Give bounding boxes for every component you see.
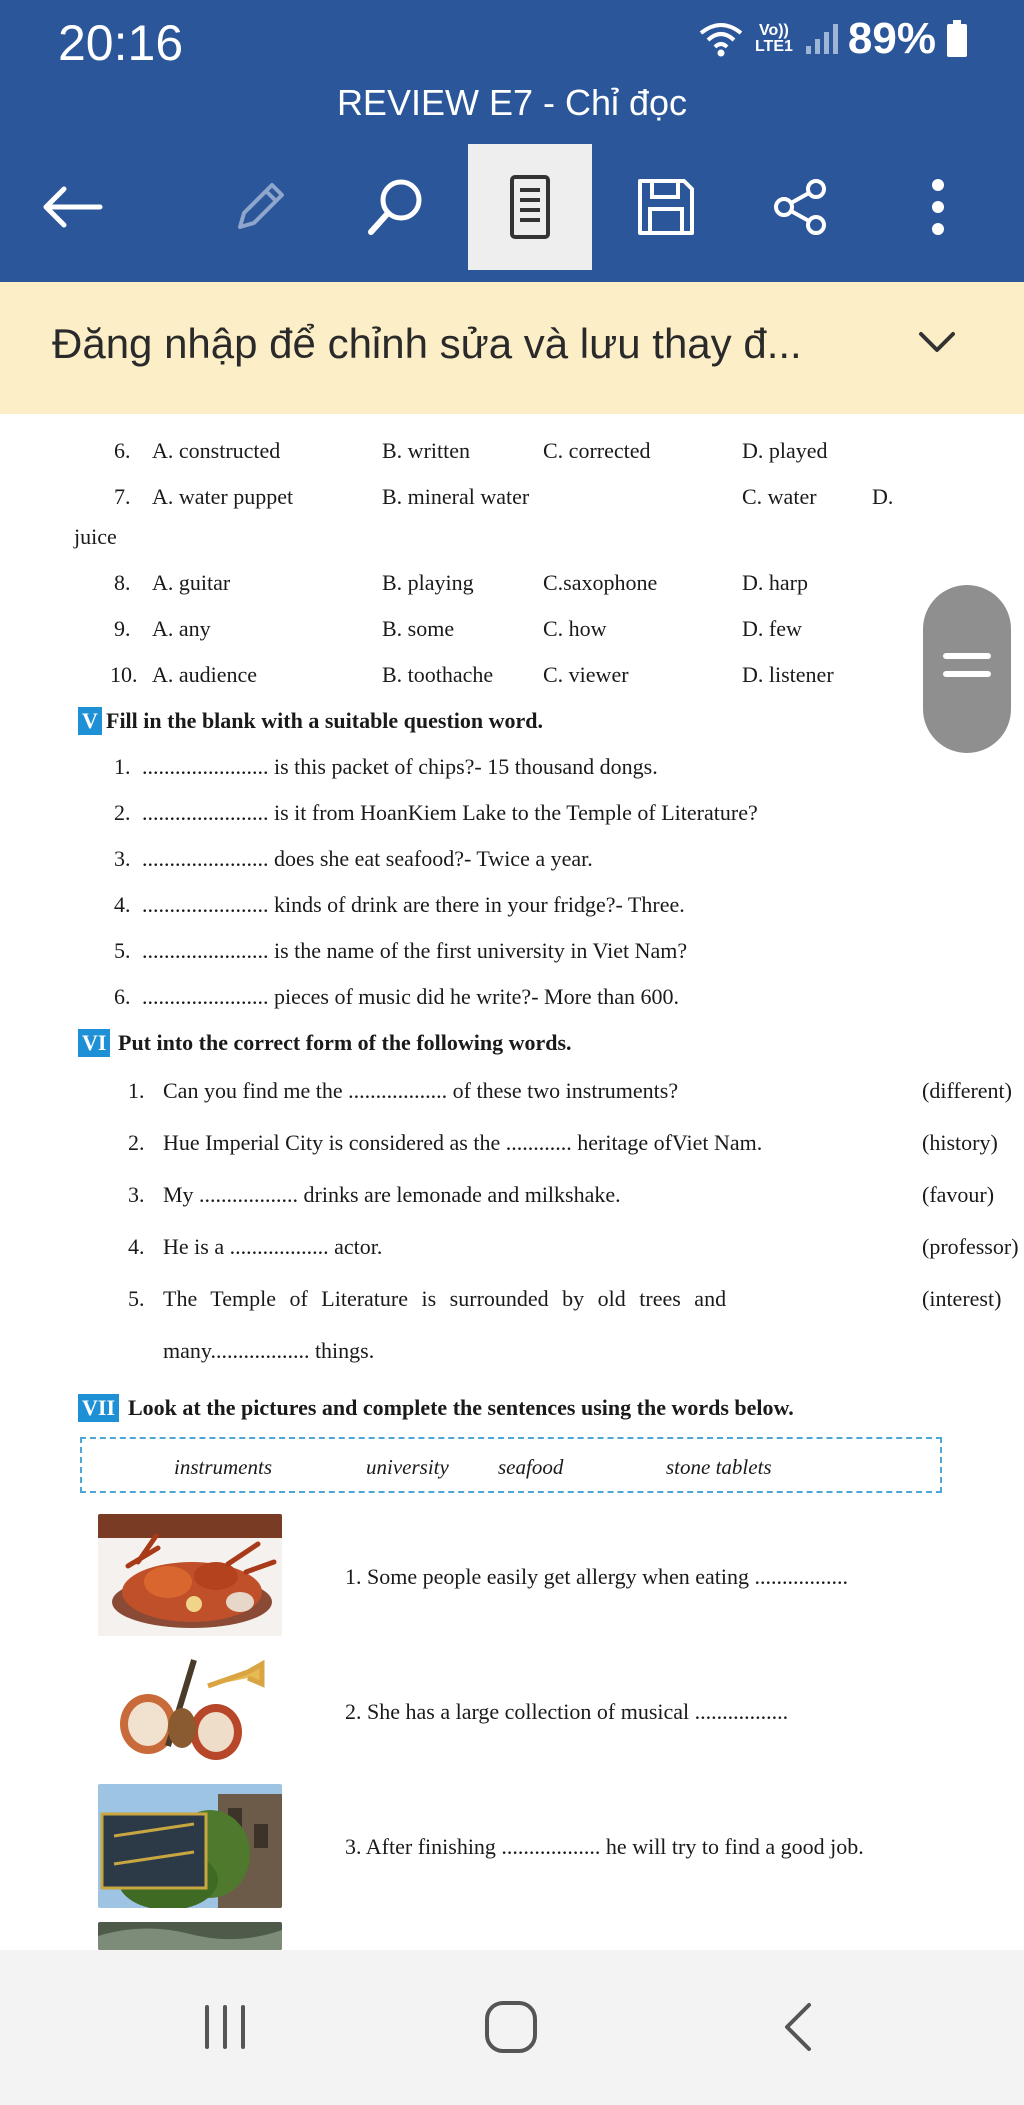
signin-banner[interactable] xyxy=(0,282,1024,414)
recent-apps-button[interactable] xyxy=(180,1992,270,2062)
more-options-button[interactable] xyxy=(876,144,1000,270)
home-button[interactable] xyxy=(466,1992,556,2062)
word-form-item: Hue Imperial City is considered as the ............ heritage ofViet Nam. xyxy=(163,1130,763,1155)
battery-percent: 89% xyxy=(847,14,936,63)
back-arrow-icon xyxy=(40,185,104,229)
save-icon xyxy=(636,177,696,237)
word-form-number: 3. xyxy=(128,1182,145,1207)
stone-tablets-image xyxy=(98,1922,282,1950)
mcq-option-d: D. few xyxy=(742,616,802,641)
share-button[interactable] xyxy=(738,144,862,270)
fill-blank-number: 3. xyxy=(114,846,131,871)
save-button[interactable] xyxy=(604,144,728,270)
fill-blank-item: ....................... is this packet of chips?- 15 thousand dongs. xyxy=(142,754,658,779)
fill-blank-number: 4. xyxy=(114,892,131,917)
mcq-number: 7. xyxy=(114,484,131,509)
picture-sentence: 3. After finishing .................. he will try to find a good job. xyxy=(345,1834,864,1859)
toolbar xyxy=(0,144,1024,272)
mcq-option-c: C. water xyxy=(742,484,817,509)
mcq-option-b: B. mineral water xyxy=(382,484,530,509)
signin-banner-text: Đăng nhập để chỉnh sửa và lưu thay đ... xyxy=(52,320,802,367)
word-form-number: 5. xyxy=(128,1286,145,1311)
word-box-item: stone tablets xyxy=(666,1455,772,1479)
word-form-item: He is a .................. actor. xyxy=(163,1234,383,1259)
mcq-option-c: C. viewer xyxy=(543,662,629,687)
fill-blank-item: ....................... kinds of drink are there in your fridge?- Three. xyxy=(142,892,685,917)
word-form-hint: (professor) xyxy=(922,1234,1019,1259)
fill-blank-number: 1. xyxy=(114,754,131,779)
mcq-option-d: D. listener xyxy=(742,662,834,687)
network-label: Vo)) LTE1 xyxy=(754,22,793,55)
university-sign-image xyxy=(98,1784,282,1908)
chevron-down-icon[interactable] xyxy=(918,330,956,354)
signal-icon xyxy=(804,22,838,56)
recent-apps-icon xyxy=(201,2003,249,2051)
fill-blank-number: 2. xyxy=(114,800,131,825)
nav-back-button[interactable] xyxy=(752,1992,842,2062)
more-vertical-icon xyxy=(928,177,948,237)
mcq-option-a: A. audience xyxy=(152,662,258,687)
status-time: 20:16 xyxy=(58,15,184,71)
musical-instruments-image xyxy=(98,1650,282,1768)
picture-sentence: 1. Some people easily get allergy when eating ................. xyxy=(345,1564,849,1589)
status-indicators xyxy=(698,14,968,64)
mcq-option-a: A. any xyxy=(152,616,211,641)
mcq-number: 6. xyxy=(114,438,131,463)
mcq-option-b: B. toothache xyxy=(382,662,494,687)
mcq-number: 9. xyxy=(114,616,131,641)
mcq-number: 8. xyxy=(114,570,131,595)
word-form-item: Can you find me the .................. of these two instruments? xyxy=(163,1078,679,1103)
scroll-handle-line xyxy=(943,671,991,677)
word-form-hint: (interest) xyxy=(922,1286,1002,1311)
mcq-option-a: A. guitar xyxy=(152,570,231,595)
word-form-hint: (different) xyxy=(922,1078,1012,1103)
system-nav-bar xyxy=(0,1950,1024,2105)
mcq-option-b: B. written xyxy=(382,438,470,463)
word-form-hint: (history) xyxy=(922,1130,998,1155)
fill-blank-number: 6. xyxy=(114,984,131,1009)
search-button[interactable] xyxy=(334,144,458,270)
section-v-title: Fill in the blank with a suitable question word. xyxy=(106,708,544,733)
mcq-option-c: C.saxophone xyxy=(543,570,658,595)
reading-view-button[interactable] xyxy=(468,144,592,270)
share-icon xyxy=(770,177,830,237)
mcq-option-d: D. xyxy=(872,484,894,509)
word-box-item: university xyxy=(366,1455,449,1479)
battery-icon xyxy=(946,20,968,58)
fill-blank-number: 5. xyxy=(114,938,131,963)
mcq-option-c: C. how xyxy=(543,616,607,641)
word-form-item: The Temple of Literature is surrounded by old trees and xyxy=(163,1286,727,1311)
word-form-number: 1. xyxy=(128,1078,145,1103)
document-title: REVIEW E7 - Chỉ đọc xyxy=(336,82,688,123)
reading-view-icon xyxy=(508,174,552,240)
mcq-option-a: A. constructed xyxy=(152,438,281,463)
mcq-number: 10. xyxy=(110,662,138,687)
picture-sentence: 2. She has a large collection of musical ................. xyxy=(345,1699,789,1724)
word-form-item: My .................. drinks are lemonade and milkshake. xyxy=(163,1182,621,1207)
word-box-item: instruments xyxy=(174,1455,273,1479)
back-icon xyxy=(779,2001,815,2053)
mcq-option-d: D. harp xyxy=(742,570,808,595)
mcq-option-b: B. some xyxy=(382,616,455,641)
word-form-hint: (favour) xyxy=(922,1182,995,1207)
document-page[interactable] xyxy=(0,414,1024,1950)
app-bar xyxy=(0,0,1024,282)
fill-blank-item: ....................... is it from HoanKiem Lake to the Temple of Literature? xyxy=(142,800,758,825)
section-v-numeral: V xyxy=(78,707,102,735)
pencil-icon xyxy=(230,177,290,237)
word-form-item-wrap: many.................. things. xyxy=(163,1338,375,1363)
wifi-icon xyxy=(698,20,744,58)
fill-blank-item: ....................... is the name of the first university in Viet Nam? xyxy=(142,938,688,963)
word-box-item: seafood xyxy=(498,1455,564,1479)
mcq-option-b: B. playing xyxy=(382,570,474,595)
mcq-option-a: A. water puppet xyxy=(152,484,294,509)
seafood-dish-image xyxy=(98,1514,282,1636)
section-vii-numeral: VII xyxy=(78,1394,119,1422)
scroll-handle[interactable] xyxy=(923,585,1011,753)
fill-blank-item: ....................... does she eat seafood?- Twice a year. xyxy=(142,846,593,871)
word-form-number: 2. xyxy=(128,1130,145,1155)
mcq-option-c: C. corrected xyxy=(543,438,651,463)
back-button[interactable] xyxy=(10,144,134,270)
home-icon xyxy=(483,1999,539,2055)
section-vi-title: Put into the correct form of the following words. xyxy=(118,1030,572,1055)
section-vi-numeral: VI xyxy=(78,1029,110,1057)
section-vii-title: Look at the pictures and complete the sentences using the words below. xyxy=(128,1395,794,1420)
edit-button[interactable] xyxy=(198,144,322,270)
word-form-number: 4. xyxy=(128,1234,145,1259)
mcq-option-d: D. played xyxy=(742,438,828,463)
mcq-option-d-wrap: juice xyxy=(74,524,117,549)
search-icon xyxy=(365,176,427,238)
scroll-handle-line xyxy=(943,653,991,659)
fill-blank-item: ....................... pieces of music did he write?- More than 600. xyxy=(142,984,680,1009)
